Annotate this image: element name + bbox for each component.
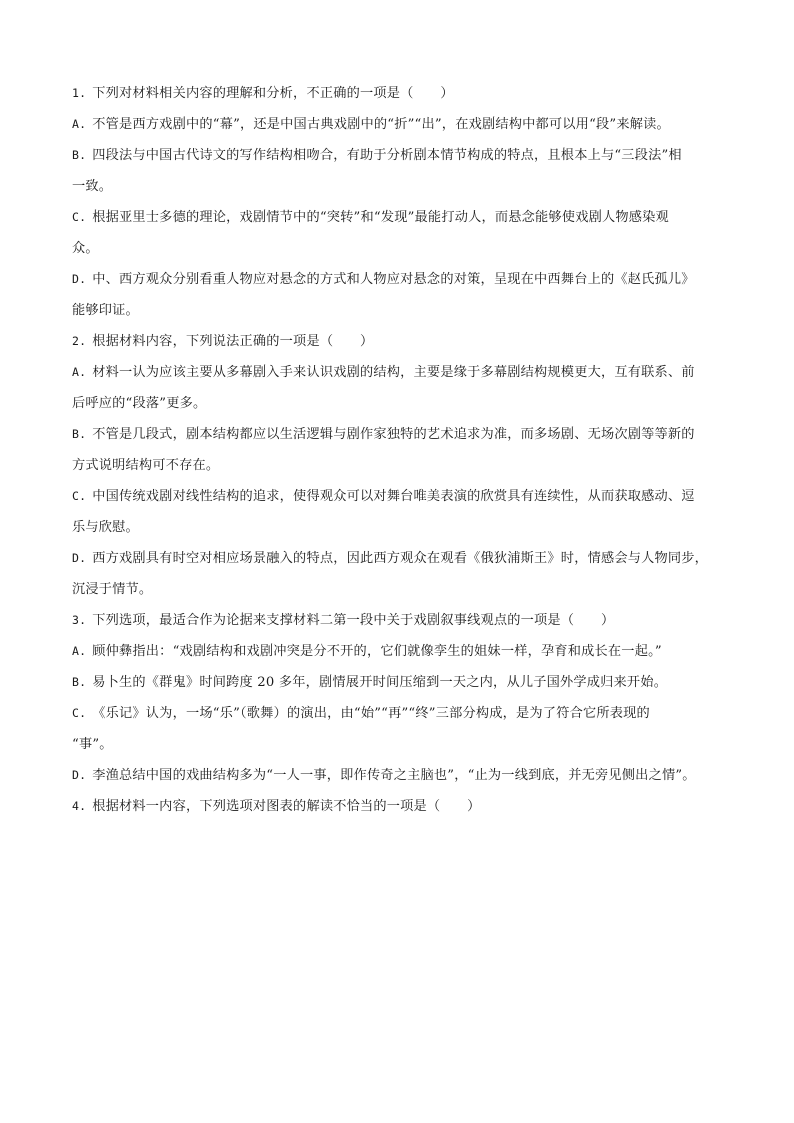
question-number: 1. [72, 86, 87, 100]
option-letter: A. [72, 117, 87, 131]
option-text: 材料一认为应该主要从多幕剧入手来认识戏剧的结构，主要是缘于多幕剧结构规模更大，互有联系、前 [92, 365, 695, 380]
question-4-stem [72, 791, 727, 822]
option-1a [72, 109, 727, 140]
option-letter: B. [72, 427, 87, 441]
option-2b [72, 419, 727, 450]
question-2-stem [72, 326, 727, 357]
option-1d-continued: 能够印证。 [72, 303, 139, 318]
option-3b [72, 667, 727, 698]
option-text: 易卜生的《群鬼》时间跨度 20 多年，剧情展开时间压缩到一天之内，从儿子国外学成归来开始。 [92, 675, 668, 690]
option-2a-continued: 后呼应的“段落”更多。 [72, 396, 207, 411]
option-text: 中、西方观众分别看重人物应对悬念的方式和人物应对悬念的对策，呈现在中西舞台上的《赵氏孤儿》 [92, 272, 695, 287]
option-1d [72, 264, 727, 295]
question-number: 2. [72, 334, 87, 348]
option-3a [72, 636, 727, 667]
option-1c-continued: 众。 [72, 241, 99, 256]
option-letter: C. [72, 489, 87, 503]
option-text: 四段法与中国古代诗文的写作结构相吻合，有助于分析剧本情节构成的特点，且根本上与“三段法”相 [92, 148, 682, 163]
option-2c-continued: 乐与欣慰。 [72, 520, 139, 535]
option-letter: D. [72, 768, 87, 782]
option-letter: C. [72, 706, 87, 720]
option-letter: D. [72, 272, 87, 286]
option-letter: A. [72, 644, 87, 658]
question-text: 根据材料一内容，下列选项对图表的解读不恰当的一项是（ ） [92, 799, 481, 814]
option-letter: B. [72, 675, 87, 689]
question-3-stem [72, 605, 727, 636]
option-1c [72, 202, 727, 233]
question-number: 4. [72, 799, 87, 813]
option-1b [72, 140, 727, 171]
option-text: 不管是西方戏剧中的“幕”，还是中国古典戏剧中的“折”“出”，在戏剧结构中都可以用“段”来解读。 [92, 117, 670, 132]
exam-page [72, 78, 727, 822]
question-text: 下列选项，最适合作为论据来支撑材料二第一段中关于戏剧叙事线观点的一项是（ ） [92, 613, 615, 628]
option-text: 根据亚里士多德的理论，戏剧情节中的“突转”和“发现”最能打动人，而悬念能够使戏剧人物感染观 [92, 210, 669, 225]
question-number: 3. [72, 613, 87, 627]
option-2d-continued: 沉浸于情节。 [72, 582, 153, 597]
option-3c [72, 698, 727, 729]
option-letter: B. [72, 148, 87, 162]
option-text: 《乐记》认为，一场“乐”（歌舞）的演出，由“始”“再”“终”三部分构成，是为了符合它所表现的 [92, 706, 650, 721]
option-2a [72, 357, 727, 388]
option-letter: D. [72, 551, 87, 565]
option-text: 中国传统戏剧对线性结构的追求，使得观众可以对舞台唯美表演的欣赏具有连续性，从而获取感动、逗 [92, 489, 695, 504]
option-2b-continued: 方式说明结构可不存在。 [72, 458, 220, 473]
option-1b-continued: 一致。 [72, 179, 113, 194]
option-3c-continued: “事”。 [72, 737, 113, 752]
option-text: 李渔总结中国的戏曲结构多为“一人一事，即作传奇之主脑也”，“止为一线到底，并无旁见侧出之情”。 [92, 768, 696, 783]
option-text: 西方戏剧具有时空对相应场景融入的特点，因此西方观众在观看《俄狄浦斯王》时，情感会与人物同步， [92, 551, 709, 566]
option-2d [72, 543, 727, 574]
question-text: 下列对材料相关内容的理解和分析，不正确的一项是（ ） [92, 86, 454, 101]
option-letter: A. [72, 365, 87, 379]
option-letter: C. [72, 210, 87, 224]
question-1-stem [72, 78, 727, 109]
option-text: 顾仲彝指出：“戏剧结构和戏剧冲突是分不开的，它们就像孪生的姐妹一样，孕育和成长在一起。” [92, 644, 662, 659]
option-2c [72, 481, 727, 512]
option-3d [72, 760, 727, 791]
option-text: 不管是几段式，剧本结构都应以生活逻辑与剧作家独特的艺术追求为准，而多场剧、无场次剧等等新的 [92, 427, 695, 442]
question-text: 根据材料内容，下列说法正确的一项是（ ） [92, 334, 374, 349]
